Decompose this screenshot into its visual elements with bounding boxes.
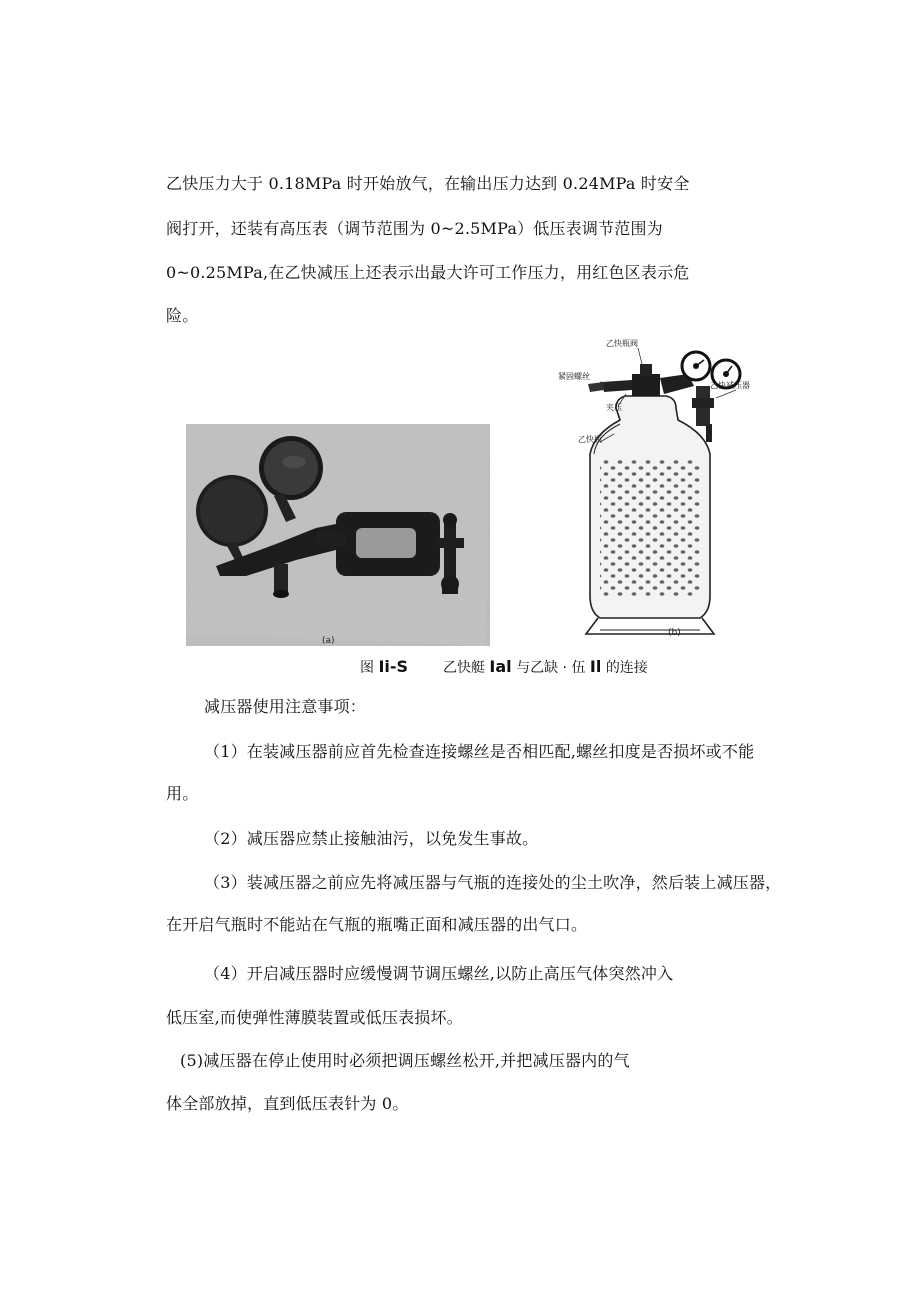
caption-bold-3: Il — [589, 657, 602, 676]
figure-b-bottle-diagram — [560, 338, 750, 642]
intro-line-2: 阀打开，还装有高压表（调节范围为 0~2.5MPa）低压表调节范围为 — [166, 219, 663, 238]
note-1-line-2: 用。 — [166, 784, 199, 803]
intro-line-3: 0~0.25MPa,在乙快减压上还表示出最大许可工作压力，用红色区表示危 — [166, 263, 690, 282]
note-4-line-1: （4）开启减压器时应缓慢调节调压螺丝,以防止高压气体突然冲入 — [204, 964, 674, 983]
figure-caption — [360, 657, 648, 677]
caption-figure-number: Ii-S — [378, 657, 409, 676]
intro-line-1: 乙快压力大于 0.18MPa 时开始放气，在输出压力达到 0.24MPa 时安全 — [166, 174, 690, 193]
callout-clamp: 夹压 — [606, 403, 622, 412]
figure-a-regulator-photo — [186, 424, 490, 646]
caption-text-1: 乙快艇 — [442, 660, 485, 676]
note-1-line-1: （1）在装减压器前应首先检查连接螺丝是否相匹配,螺丝扣度是否损坏或不能 — [204, 742, 755, 761]
callout-reducer: 乙快减压器 — [710, 381, 750, 390]
figure-b-label: (b) — [668, 628, 681, 638]
note-5-line-1: (5)减压器在停止使用时必须把调压螺丝松开,并把减压器内的气 — [180, 1051, 630, 1070]
note-5-line-2: 体全部放掉，直到低压表针为 0。 — [166, 1094, 409, 1113]
notes-heading: 减压器使用注意事项： — [204, 697, 367, 716]
regulator-photo-graphic — [186, 424, 490, 646]
caption-prefix: 图 — [360, 660, 374, 676]
figure-a-label: (a) — [322, 636, 335, 646]
caption-text-3: 的连接 — [605, 660, 648, 676]
note-3-line-2: 在开启气瓶时不能站在气瓶的瓶嘴正面和减压器的出气口。 — [166, 915, 588, 934]
caption-text-2: 与乙缺 · 伍 — [516, 660, 586, 676]
intro-line-4: 险。 — [166, 306, 199, 325]
callout-bottle: 乙快瓶 — [578, 435, 602, 444]
note-3-line-1: （3）装减压器之前应先将减压器与气瓶的连接处的尘土吹净，然后装上减压器， — [204, 873, 782, 892]
note-4-line-2: 低压室,而使弹性薄膜装置或低压表损坏。 — [166, 1008, 463, 1027]
note-2: （2）减压器应禁止接触油污，以免发生事故。 — [204, 829, 539, 848]
callout-screw: 紧固螺丝 — [558, 372, 590, 381]
callout-valve: 乙快瓶阀 — [606, 339, 638, 348]
caption-bold-2: Ial — [489, 657, 512, 676]
